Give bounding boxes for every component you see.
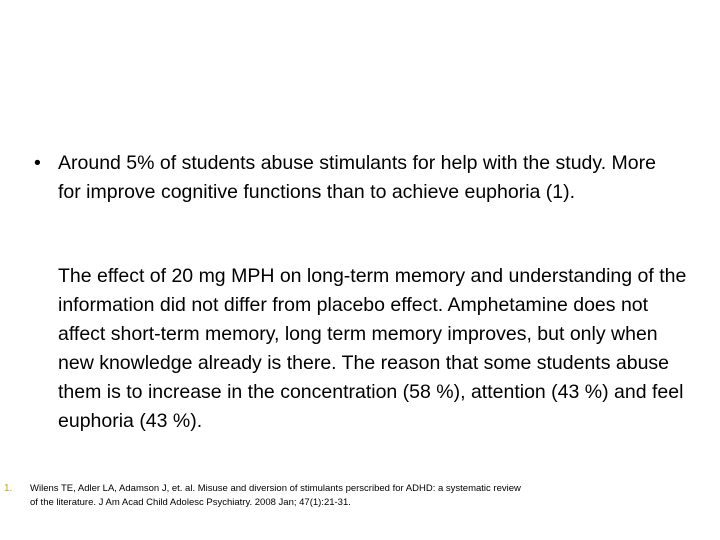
bullet-item: [30, 149, 690, 207]
bullet-icon: •: [34, 152, 41, 174]
bullet-list: [30, 149, 690, 207]
footnote: [0, 482, 720, 510]
bullet-text: Around 5% of students abuse stimulants for help with the study. More for improve cognitive functions than to achieve euphoria (1).: [58, 152, 656, 203]
body-paragraph: The effect of 20 mg MPH on long-term memory and understanding of the information did not differ from placebo effect. Amphetamine does not affect short-term memory, long term memory improves, but only when new knowledge already is there. The reason that some students abuse them is to increase in the concentration (58 %), attention (43 %) and feel euphoria (43 %).: [58, 265, 687, 432]
footnote-text: Wilens TE, Adler LA, Adamson J, et. al. Misuse and diversion of stimulants perscribed for ADHD: a systematic review of the literature. J Am Acad Child Adolesc Psychiatry. 2008 Jan; 47(1):21-31.: [30, 483, 521, 508]
footnote-number: 1.: [4, 483, 13, 494]
